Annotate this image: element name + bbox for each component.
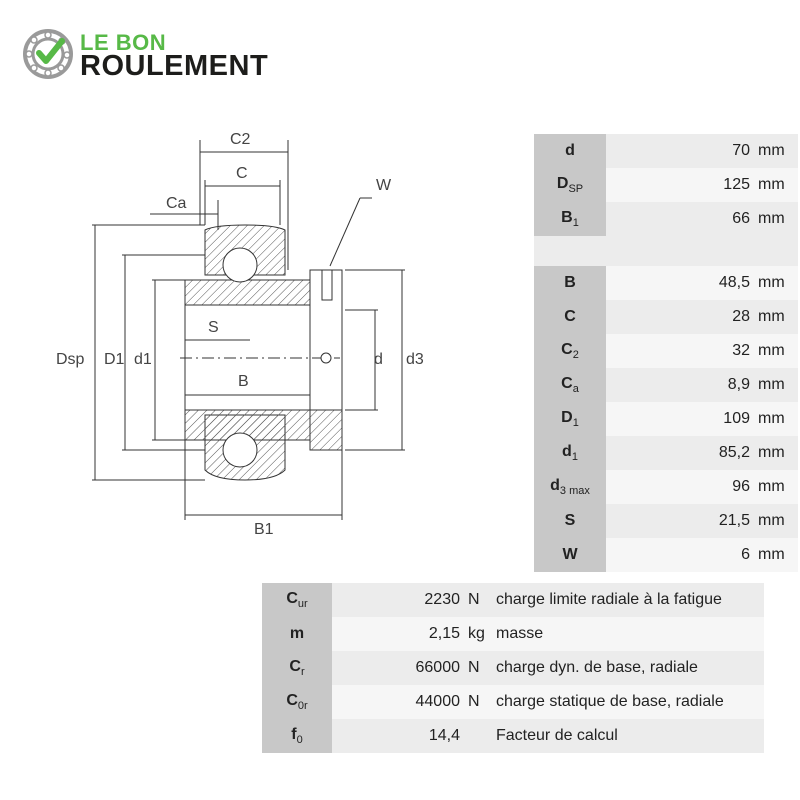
spec-symbol: d — [550, 476, 560, 494]
spec-unit: mm — [754, 368, 798, 402]
spec-symbol: C — [289, 657, 301, 675]
spec-unit: mm — [754, 504, 798, 538]
spec-symbol: D — [556, 174, 569, 192]
label-dsp: Dsp — [56, 351, 85, 368]
table-row — [534, 334, 798, 368]
spec-symbol: C — [286, 691, 298, 709]
spec-value: 85,2 — [606, 436, 754, 470]
table-row — [534, 368, 798, 402]
spec-key — [262, 685, 332, 719]
spec-symbol: d — [565, 142, 575, 159]
label-d1-outer: D1 — [104, 351, 125, 368]
spec-value: 2,15 — [332, 617, 464, 651]
spec-unit: mm — [754, 168, 798, 202]
spec-subscript: a — [572, 383, 579, 396]
spec-value: 28 — [606, 300, 754, 334]
spec-value: 44000 — [332, 685, 464, 719]
spec-value: 6 — [606, 538, 754, 572]
spec-value: 2230 — [332, 583, 464, 617]
spec-key — [262, 617, 332, 651]
brand-logo — [22, 28, 322, 84]
spec-value: 48,5 — [606, 266, 754, 300]
spec-key — [534, 368, 606, 402]
spec-unit: mm — [754, 470, 798, 504]
spec-unit: N — [464, 583, 488, 617]
spec-unit: mm — [754, 266, 798, 300]
label-d1-inner: d1 — [134, 351, 152, 368]
table-row — [262, 617, 764, 651]
spec-unit: kg — [464, 617, 488, 651]
table-row — [262, 719, 764, 753]
spec-key — [534, 266, 606, 300]
table-row — [534, 300, 798, 334]
label-b1: B1 — [254, 521, 274, 538]
table-row — [534, 504, 798, 538]
spec-value: 66 — [606, 202, 754, 236]
table-row — [534, 134, 798, 168]
label-c: C — [236, 165, 248, 182]
spec-symbol: C — [564, 308, 576, 325]
table-row — [534, 436, 798, 470]
spec-unit — [464, 719, 488, 753]
spec-symbol: C — [561, 340, 573, 358]
table-row — [262, 651, 764, 685]
spec-description: masse — [488, 617, 764, 651]
spec-subscript: SP — [568, 183, 584, 196]
spec-symbol: D — [561, 408, 573, 426]
table-row — [534, 266, 798, 300]
spec-unit: N — [464, 651, 488, 685]
table-row — [534, 202, 798, 236]
spec-unit: mm — [754, 202, 798, 236]
brand-line1: LE BON — [80, 30, 167, 55]
table-row — [262, 685, 764, 719]
label-b: B — [238, 373, 249, 390]
spec-key — [534, 334, 606, 368]
properties-table — [262, 583, 764, 753]
spec-symbol: B — [564, 274, 576, 291]
spec-subscript: 2 — [572, 349, 579, 362]
table-row — [534, 538, 798, 572]
label-d3: d3 — [406, 351, 424, 368]
spec-key — [262, 583, 332, 617]
spec-value: 96 — [606, 470, 754, 504]
spec-subscript: ur — [297, 598, 308, 611]
spec-key — [534, 134, 606, 168]
spec-description: charge limite radiale à la fatigue — [488, 583, 764, 617]
spec-subscript: 0r — [297, 700, 308, 713]
spec-unit: mm — [754, 300, 798, 334]
spec-symbol: C — [561, 374, 573, 392]
spec-key — [534, 538, 606, 572]
spec-unit: mm — [754, 334, 798, 368]
spec-description: charge statique de base, radiale — [488, 685, 764, 719]
spec-symbol: m — [289, 625, 305, 642]
spec-subscript: 3 max — [559, 485, 590, 498]
spec-unit: N — [464, 685, 488, 719]
spec-key — [534, 202, 606, 236]
spec-key — [534, 504, 606, 538]
spec-subscript: r — [300, 666, 305, 679]
bearing-check-icon — [22, 28, 74, 80]
spec-unit: mm — [754, 134, 798, 168]
spec-key — [534, 436, 606, 470]
spec-key — [534, 168, 606, 202]
spec-description: charge dyn. de base, radiale — [488, 651, 764, 685]
spec-symbol: d — [562, 442, 572, 460]
table-row — [262, 583, 764, 617]
spec-unit: mm — [754, 538, 798, 572]
label-w: W — [376, 177, 392, 194]
spec-symbol: C — [286, 589, 298, 607]
label-c2: C2 — [230, 131, 251, 148]
spec-value: 70 — [606, 134, 754, 168]
spec-value: 14,4 — [332, 719, 464, 753]
label-s: S — [208, 319, 219, 336]
spec-symbol: f — [291, 725, 297, 743]
bearing-drawing — [40, 110, 500, 540]
spec-key — [262, 719, 332, 753]
spec-unit: mm — [754, 402, 798, 436]
table-row — [534, 470, 798, 504]
spec-subscript: 1 — [572, 217, 579, 230]
spec-key — [262, 651, 332, 685]
spec-value: 21,5 — [606, 504, 754, 538]
dimensions-table — [534, 134, 798, 572]
spec-value: 32 — [606, 334, 754, 368]
brand-line2: ROULEMENT — [80, 50, 269, 82]
spec-symbol: W — [562, 546, 578, 563]
spec-value: 109 — [606, 402, 754, 436]
spec-subscript: 0 — [296, 734, 303, 747]
spec-symbol: B — [561, 208, 573, 226]
spec-value: 66000 — [332, 651, 464, 685]
spec-key — [534, 402, 606, 436]
table-row — [534, 168, 798, 202]
table-row — [534, 402, 798, 436]
spec-symbol: S — [564, 512, 576, 529]
spec-value: 8,9 — [606, 368, 754, 402]
table-spacer — [534, 236, 798, 266]
spec-unit: mm — [754, 436, 798, 470]
spec-key — [534, 300, 606, 334]
spec-value: 125 — [606, 168, 754, 202]
spec-description: Facteur de calcul — [488, 719, 764, 753]
spec-subscript: 1 — [571, 451, 578, 464]
spec-subscript: 1 — [572, 417, 579, 430]
label-ca: Ca — [166, 195, 187, 212]
spec-key — [534, 470, 606, 504]
label-d: d — [374, 351, 383, 368]
